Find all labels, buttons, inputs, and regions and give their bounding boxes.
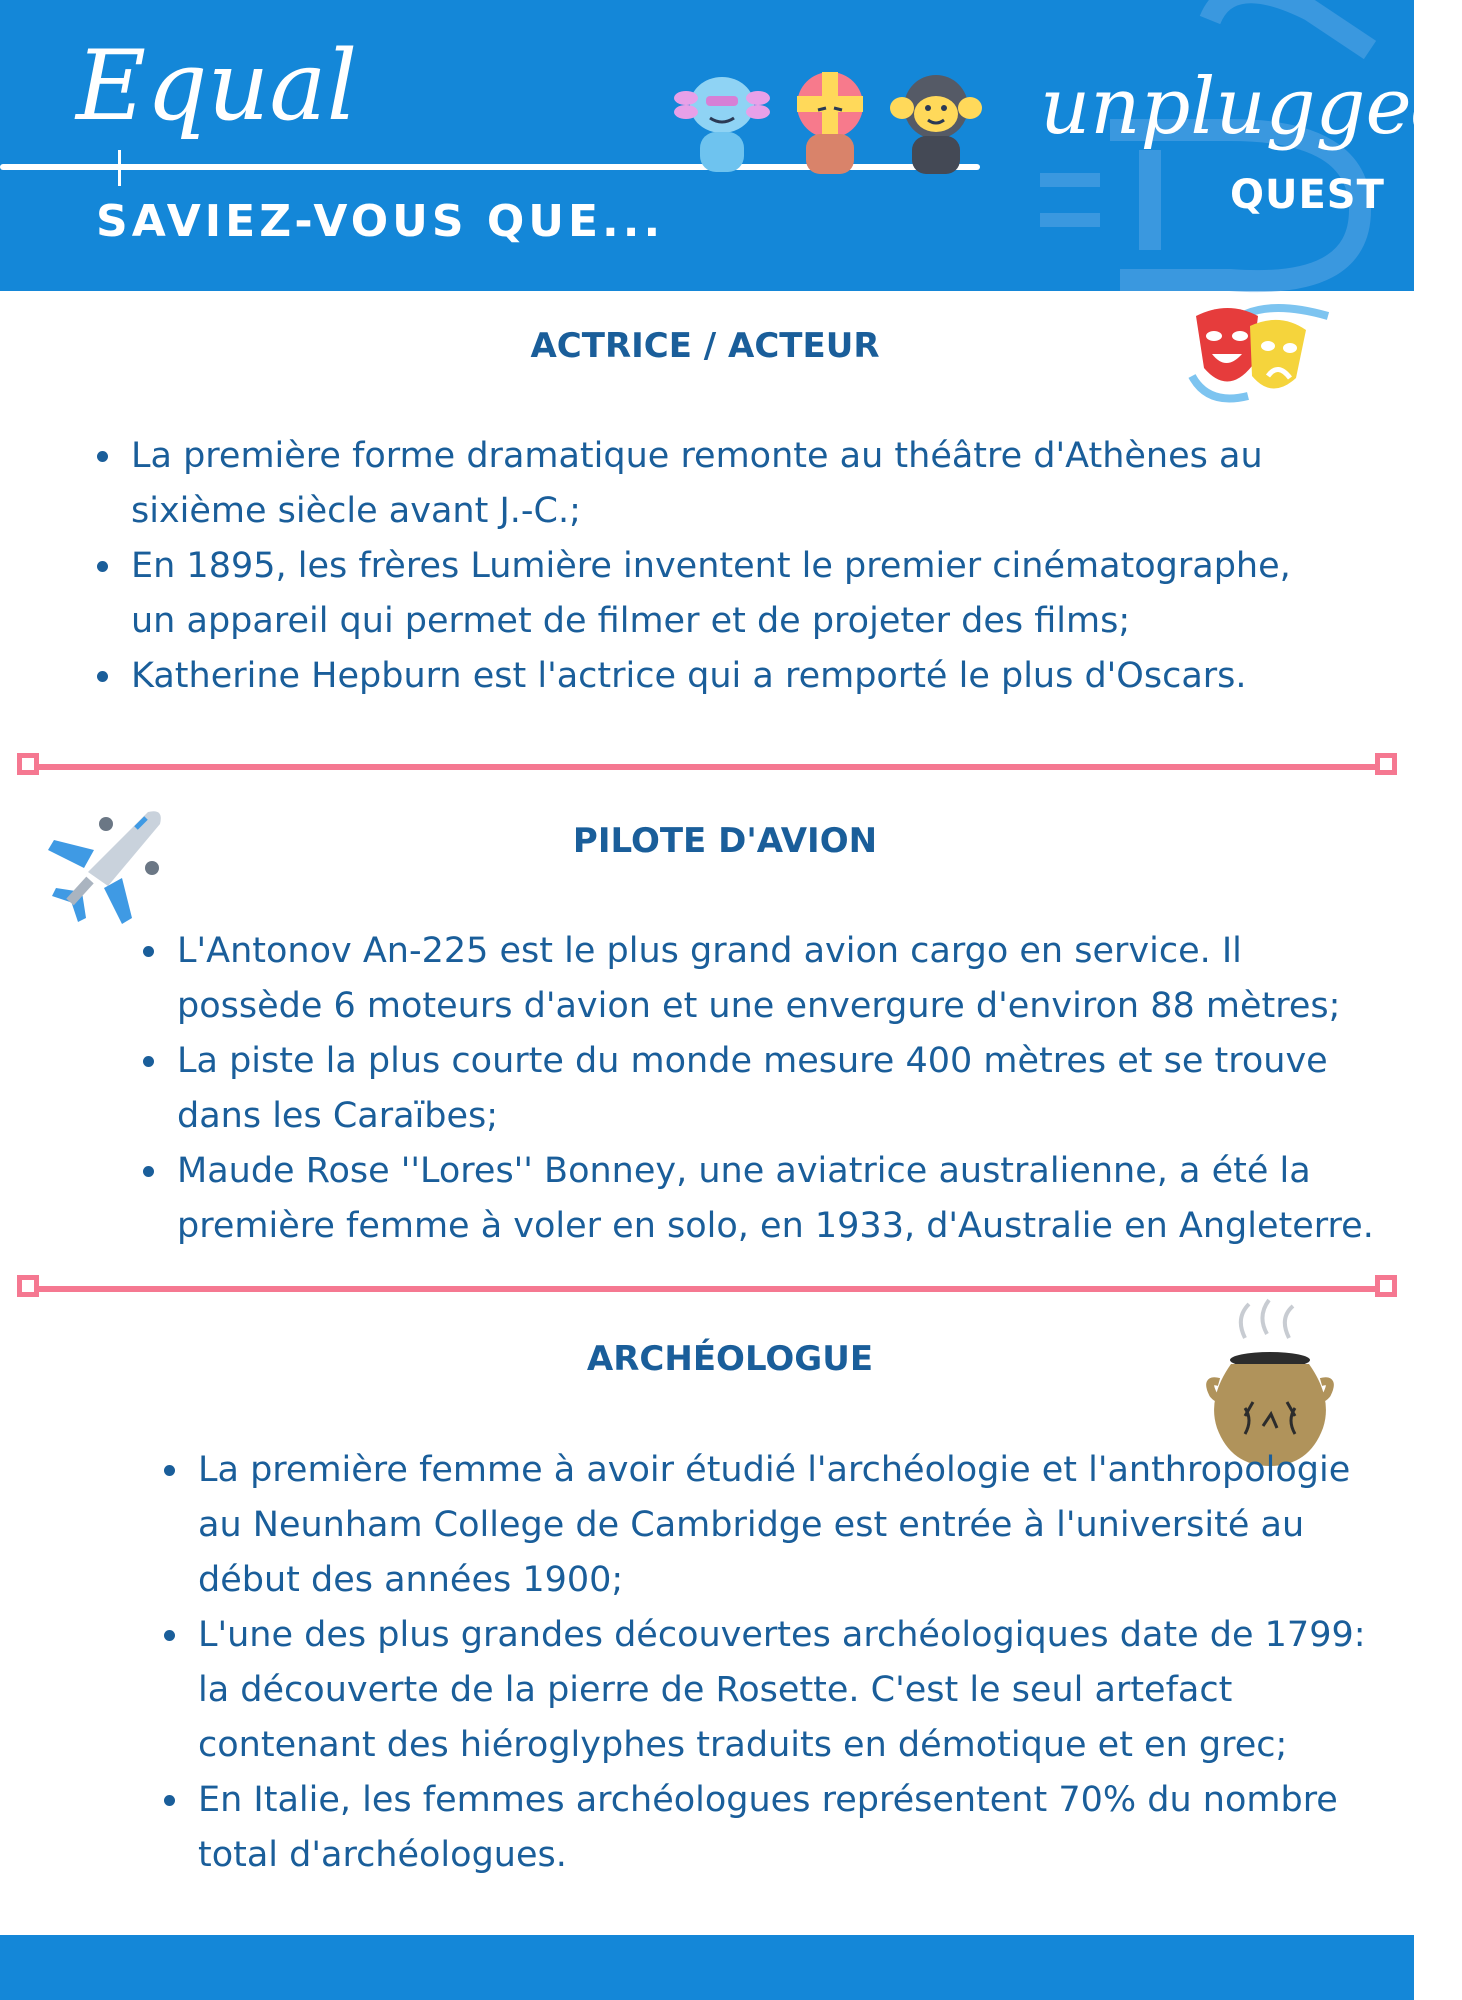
header-underline-tick <box>118 150 121 186</box>
section-divider <box>14 750 1400 784</box>
quest-logo-text: QUEST <box>1230 172 1385 218</box>
bullet-icon <box>164 1795 175 1806</box>
section-divider <box>14 1272 1400 1306</box>
airplane-icon <box>48 806 166 924</box>
bullet-icon <box>164 1630 175 1641</box>
list-item: Maude Rose ''Lores'' Bonney, une aviatrice australienne, a été la première femme à voler en solo, en 1933, d'Australie en Angleterre. <box>177 1144 1387 1254</box>
list-item: L'une des plus grandes découvertes archéologiques date de 1799: la découverte de la pierre de Rosette. C'est le seul artefact contenant des hiéroglyphes traduits en démotique et en grec; <box>198 1608 1388 1773</box>
section-list-actor <box>131 429 1341 704</box>
page-footer <box>0 1935 1414 2000</box>
section-title-actor: ACTRICE / ACTEUR <box>530 326 880 366</box>
axolotl-avatar-icon <box>674 77 770 172</box>
unplugged-logo: unplugged <box>1040 62 1462 152</box>
page-subtitle: SAVIEZ-VOUS QUE... <box>96 196 665 247</box>
theater-masks-icon <box>1188 296 1333 408</box>
section-list-archaeologist <box>198 1443 1388 1883</box>
bullet-icon <box>143 1056 154 1067</box>
knight-avatar-icon <box>797 72 863 174</box>
bullet-icon <box>97 451 108 462</box>
list-item: Katherine Hepburn est l'actrice qui a remporté le plus d'Oscars. <box>131 649 1341 704</box>
section-list-pilot <box>177 924 1387 1254</box>
monkey-avatar-icon <box>890 75 982 174</box>
list-item: En 1895, les frères Lumière inventent le premier cinématographe, un appareil qui permet de filmer et de projeter des films; <box>131 539 1341 649</box>
bullet-icon <box>164 1465 175 1476</box>
bullet-icon <box>97 561 108 572</box>
list-item: La première femme à avoir étudié l'archéologie et l'anthropologie au Neunham College de Cambridge est entrée à l'université au début des années 1900; <box>198 1443 1388 1608</box>
section-title-pilot: PILOTE D'AVION <box>572 821 878 861</box>
list-item: La première forme dramatique remonte au théâtre d'Athènes au sixième siècle avant J.-C.; <box>131 429 1341 539</box>
equal-logo: Equal <box>76 30 358 142</box>
list-item: En Italie, les femmes archéologues représentent 70% du nombre total d'archéologues. <box>198 1773 1388 1883</box>
section-title-archaeologist: ARCHÉOLOGUE <box>586 1339 874 1379</box>
bullet-icon <box>143 946 154 957</box>
list-item: La piste la plus courte du monde mesure 400 mètres et se trouve dans les Caraïbes; <box>177 1034 1387 1144</box>
list-item: L'Antonov An-225 est le plus grand avion cargo en service. Il possède 6 moteurs d'avion et une envergure d'environ 88 mètres; <box>177 924 1387 1034</box>
character-avatars <box>670 70 990 175</box>
bullet-icon <box>143 1166 154 1177</box>
bullet-icon <box>97 671 108 682</box>
page-header <box>0 0 1462 291</box>
